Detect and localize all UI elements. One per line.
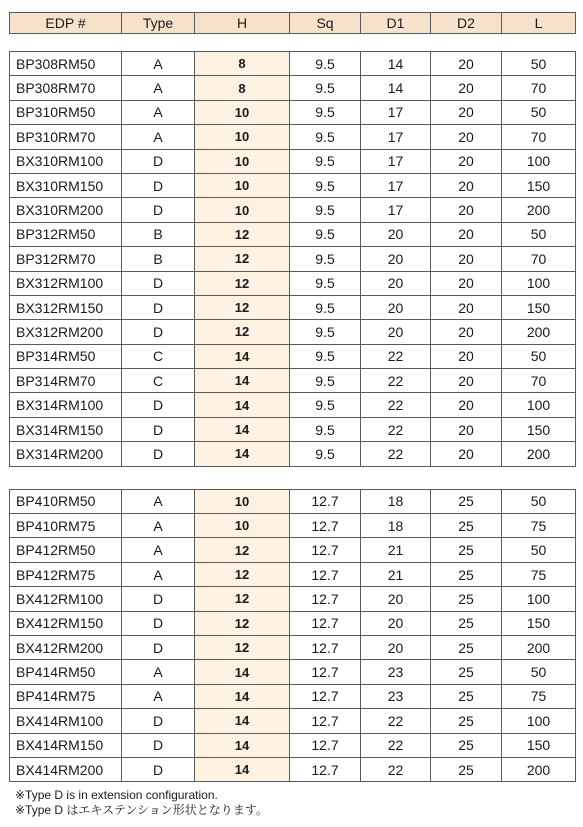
spec-table-frame: [9, 12, 575, 782]
l-cell: 70: [502, 247, 576, 271]
edp-cell: BP308RM50: [10, 52, 122, 76]
l-cell: 70: [502, 76, 576, 100]
l-cell: 50: [502, 489, 576, 513]
table-row: [10, 442, 576, 466]
edp-cell: BX414RM200: [10, 757, 122, 781]
d2-cell: 20: [431, 173, 502, 197]
sq-cell: 12.7: [290, 635, 361, 659]
h-cell: 14: [195, 733, 290, 757]
sq-cell: 12.7: [290, 587, 361, 611]
type-cell: D: [122, 173, 195, 197]
sq-cell: 9.5: [290, 52, 361, 76]
d2-cell: 25: [431, 660, 502, 684]
table-row: [10, 709, 576, 733]
h-cell: 14: [195, 369, 290, 393]
sq-cell: 9.5: [290, 247, 361, 271]
type-cell: A: [122, 52, 195, 76]
h-cell: 14: [195, 757, 290, 781]
type-cell: D: [122, 149, 195, 173]
table-row: [10, 514, 576, 538]
sq-cell: 12.7: [290, 684, 361, 708]
table-row: [10, 173, 576, 197]
edp-cell: BX312RM200: [10, 320, 122, 344]
d1-cell: 14: [361, 76, 431, 100]
d1-cell: 17: [361, 198, 431, 222]
h-cell: 8: [195, 76, 290, 100]
header-edp: EDP #: [10, 13, 122, 34]
h-cell: 12: [195, 562, 290, 586]
h-cell: 12: [195, 320, 290, 344]
h-cell: 14: [195, 344, 290, 368]
sq-cell: 9.5: [290, 393, 361, 417]
d1-cell: 22: [361, 757, 431, 781]
header-sq: Sq: [290, 13, 361, 34]
table-row: [10, 562, 576, 586]
table-row: [10, 417, 576, 441]
type-cell: A: [122, 125, 195, 149]
footnotes: [15, 788, 268, 818]
d2-cell: 25: [431, 635, 502, 659]
type-cell: C: [122, 369, 195, 393]
footnote-english: ※Type D is in extension configuration.: [15, 788, 218, 802]
d2-cell: 20: [431, 222, 502, 246]
edp-cell: BP414RM75: [10, 684, 122, 708]
d1-cell: 17: [361, 173, 431, 197]
edp-cell: BX412RM150: [10, 611, 122, 635]
h-cell: 14: [195, 393, 290, 417]
d1-cell: 20: [361, 635, 431, 659]
table-row: [10, 100, 576, 124]
type-cell: D: [122, 198, 195, 222]
sq-cell: 9.5: [290, 320, 361, 344]
l-cell: 70: [502, 369, 576, 393]
type-cell: A: [122, 684, 195, 708]
h-cell: 12: [195, 587, 290, 611]
type-cell: D: [122, 320, 195, 344]
sq-cell: 12.7: [290, 757, 361, 781]
sq-cell: 9.5: [290, 271, 361, 295]
type-cell: A: [122, 514, 195, 538]
edp-cell: BX310RM200: [10, 198, 122, 222]
h-cell: 12: [195, 611, 290, 635]
h-cell: 12: [195, 295, 290, 319]
l-cell: 200: [502, 757, 576, 781]
table-row: [10, 295, 576, 319]
sq-cell: 12.7: [290, 562, 361, 586]
table-row: [10, 247, 576, 271]
edp-cell: BP314RM70: [10, 369, 122, 393]
d2-cell: 25: [431, 562, 502, 586]
h-cell: 12: [195, 222, 290, 246]
h-cell: 14: [195, 660, 290, 684]
sq-cell: 12.7: [290, 660, 361, 684]
l-cell: 50: [502, 222, 576, 246]
edp-cell: BX314RM200: [10, 442, 122, 466]
d1-cell: 20: [361, 611, 431, 635]
l-cell: 50: [502, 660, 576, 684]
type-cell: A: [122, 100, 195, 124]
l-cell: 75: [502, 562, 576, 586]
edp-cell: BP310RM70: [10, 125, 122, 149]
d2-cell: 20: [431, 198, 502, 222]
type-cell: D: [122, 442, 195, 466]
d2-cell: 20: [431, 247, 502, 271]
sq-cell: 12.7: [290, 733, 361, 757]
table-row: [10, 271, 576, 295]
edp-cell: BP308RM70: [10, 76, 122, 100]
l-cell: 100: [502, 393, 576, 417]
type-cell: A: [122, 489, 195, 513]
type-cell: D: [122, 611, 195, 635]
type-cell: D: [122, 417, 195, 441]
sq-cell: 9.5: [290, 76, 361, 100]
type-cell: B: [122, 247, 195, 271]
l-cell: 150: [502, 417, 576, 441]
type-cell: D: [122, 271, 195, 295]
sq-cell: 9.5: [290, 125, 361, 149]
table-row: [10, 149, 576, 173]
d1-cell: 22: [361, 442, 431, 466]
sq-cell: 9.5: [290, 442, 361, 466]
d1-cell: 18: [361, 489, 431, 513]
l-cell: 75: [502, 514, 576, 538]
sq-cell: 9.5: [290, 344, 361, 368]
edp-cell: BP414RM50: [10, 660, 122, 684]
type-cell: A: [122, 660, 195, 684]
type-cell: C: [122, 344, 195, 368]
edp-cell: BX310RM150: [10, 173, 122, 197]
edp-cell: BP410RM50: [10, 489, 122, 513]
edp-cell: BX310RM100: [10, 149, 122, 173]
d2-cell: 20: [431, 393, 502, 417]
d1-cell: 17: [361, 100, 431, 124]
l-cell: 50: [502, 52, 576, 76]
header-type: Type: [122, 13, 195, 34]
edp-cell: BX312RM150: [10, 295, 122, 319]
type-cell: A: [122, 538, 195, 562]
d1-cell: 22: [361, 417, 431, 441]
table-row: [10, 611, 576, 635]
h-cell: 12: [195, 271, 290, 295]
d2-cell: 20: [431, 76, 502, 100]
l-cell: 50: [502, 538, 576, 562]
d1-cell: 23: [361, 684, 431, 708]
d2-cell: 20: [431, 369, 502, 393]
h-cell: 12: [195, 247, 290, 271]
edp-cell: BP312RM50: [10, 222, 122, 246]
l-cell: 200: [502, 320, 576, 344]
type-cell: D: [122, 393, 195, 417]
d1-cell: 17: [361, 125, 431, 149]
d2-cell: 25: [431, 489, 502, 513]
header-h: H: [195, 13, 290, 34]
h-cell: 10: [195, 198, 290, 222]
d1-cell: 20: [361, 247, 431, 271]
type-cell: A: [122, 562, 195, 586]
edp-cell: BX414RM100: [10, 709, 122, 733]
sq-cell: 9.5: [290, 417, 361, 441]
group-spacer: [10, 466, 576, 489]
d2-cell: 25: [431, 611, 502, 635]
l-cell: 200: [502, 635, 576, 659]
d2-cell: 20: [431, 149, 502, 173]
h-cell: 14: [195, 442, 290, 466]
sq-cell: 12.7: [290, 489, 361, 513]
d1-cell: 22: [361, 369, 431, 393]
table-row: [10, 489, 576, 513]
l-cell: 200: [502, 442, 576, 466]
d1-cell: 22: [361, 393, 431, 417]
h-cell: 10: [195, 149, 290, 173]
sq-cell: 9.5: [290, 295, 361, 319]
table-row: [10, 320, 576, 344]
d2-cell: 25: [431, 538, 502, 562]
sq-cell: 9.5: [290, 173, 361, 197]
group-spacer: [10, 34, 576, 52]
table-row: [10, 369, 576, 393]
edp-cell: BP314RM50: [10, 344, 122, 368]
table-row: [10, 76, 576, 100]
h-cell: 14: [195, 709, 290, 733]
d2-cell: 20: [431, 295, 502, 319]
d2-cell: 25: [431, 733, 502, 757]
table-row: [10, 538, 576, 562]
table-row: [10, 52, 576, 76]
edp-cell: BP310RM50: [10, 100, 122, 124]
type-cell: A: [122, 76, 195, 100]
d1-cell: 22: [361, 344, 431, 368]
type-cell: D: [122, 757, 195, 781]
d2-cell: 25: [431, 684, 502, 708]
table-row: [10, 344, 576, 368]
d1-cell: 20: [361, 320, 431, 344]
d2-cell: 20: [431, 320, 502, 344]
edp-cell: BX414RM150: [10, 733, 122, 757]
edp-cell: BX314RM100: [10, 393, 122, 417]
header-row: [10, 13, 576, 34]
d2-cell: 25: [431, 587, 502, 611]
edp-cell: BX312RM100: [10, 271, 122, 295]
sq-cell: 9.5: [290, 198, 361, 222]
type-cell: D: [122, 295, 195, 319]
edp-cell: BP410RM75: [10, 514, 122, 538]
edp-cell: BX412RM100: [10, 587, 122, 611]
d1-cell: 22: [361, 709, 431, 733]
l-cell: 75: [502, 684, 576, 708]
sq-cell: 9.5: [290, 100, 361, 124]
sq-cell: 12.7: [290, 611, 361, 635]
sq-cell: 12.7: [290, 538, 361, 562]
l-cell: 200: [502, 198, 576, 222]
d2-cell: 20: [431, 100, 502, 124]
header-d2: D2: [431, 13, 502, 34]
d1-cell: 21: [361, 562, 431, 586]
edp-cell: BP312RM70: [10, 247, 122, 271]
table-row: [10, 198, 576, 222]
l-cell: 150: [502, 733, 576, 757]
l-cell: 50: [502, 344, 576, 368]
type-cell: D: [122, 709, 195, 733]
sq-cell: 9.5: [290, 222, 361, 246]
d1-cell: 20: [361, 222, 431, 246]
d1-cell: 21: [361, 538, 431, 562]
d1-cell: 23: [361, 660, 431, 684]
table-row: [10, 125, 576, 149]
h-cell: 10: [195, 514, 290, 538]
d2-cell: 20: [431, 271, 502, 295]
header-d1: D1: [361, 13, 431, 34]
h-cell: 10: [195, 173, 290, 197]
d2-cell: 25: [431, 514, 502, 538]
d1-cell: 20: [361, 295, 431, 319]
d2-cell: 20: [431, 442, 502, 466]
table-row: [10, 587, 576, 611]
edp-cell: BX412RM200: [10, 635, 122, 659]
d1-cell: 20: [361, 271, 431, 295]
d2-cell: 20: [431, 52, 502, 76]
d1-cell: 14: [361, 52, 431, 76]
sq-cell: 9.5: [290, 149, 361, 173]
d1-cell: 17: [361, 149, 431, 173]
d1-cell: 18: [361, 514, 431, 538]
type-cell: D: [122, 635, 195, 659]
l-cell: 150: [502, 611, 576, 635]
footnote-japanese: ※Type D はエキステンション形状となります。: [15, 803, 268, 817]
table-row: [10, 757, 576, 781]
h-cell: 8: [195, 52, 290, 76]
table-row: [10, 222, 576, 246]
d2-cell: 25: [431, 757, 502, 781]
l-cell: 150: [502, 295, 576, 319]
h-cell: 12: [195, 635, 290, 659]
d2-cell: 25: [431, 709, 502, 733]
h-cell: 12: [195, 538, 290, 562]
l-cell: 70: [502, 125, 576, 149]
sq-cell: 12.7: [290, 514, 361, 538]
table-row: [10, 660, 576, 684]
h-cell: 10: [195, 125, 290, 149]
l-cell: 100: [502, 709, 576, 733]
l-cell: 100: [502, 149, 576, 173]
table-body: [10, 34, 576, 782]
edp-cell: BP412RM75: [10, 562, 122, 586]
l-cell: 100: [502, 587, 576, 611]
sq-cell: 12.7: [290, 709, 361, 733]
type-cell: D: [122, 587, 195, 611]
h-cell: 14: [195, 684, 290, 708]
h-cell: 14: [195, 417, 290, 441]
spec-table: [9, 12, 576, 782]
d2-cell: 20: [431, 125, 502, 149]
edp-cell: BX314RM150: [10, 417, 122, 441]
l-cell: 100: [502, 271, 576, 295]
type-cell: D: [122, 733, 195, 757]
d1-cell: 20: [361, 587, 431, 611]
table-row: [10, 635, 576, 659]
table-row: [10, 733, 576, 757]
h-cell: 10: [195, 100, 290, 124]
d2-cell: 20: [431, 344, 502, 368]
l-cell: 50: [502, 100, 576, 124]
table-row: [10, 393, 576, 417]
sq-cell: 9.5: [290, 369, 361, 393]
header-l: L: [502, 13, 576, 34]
d2-cell: 20: [431, 417, 502, 441]
type-cell: B: [122, 222, 195, 246]
h-cell: 10: [195, 489, 290, 513]
table-row: [10, 684, 576, 708]
edp-cell: BP412RM50: [10, 538, 122, 562]
d1-cell: 22: [361, 733, 431, 757]
l-cell: 150: [502, 173, 576, 197]
